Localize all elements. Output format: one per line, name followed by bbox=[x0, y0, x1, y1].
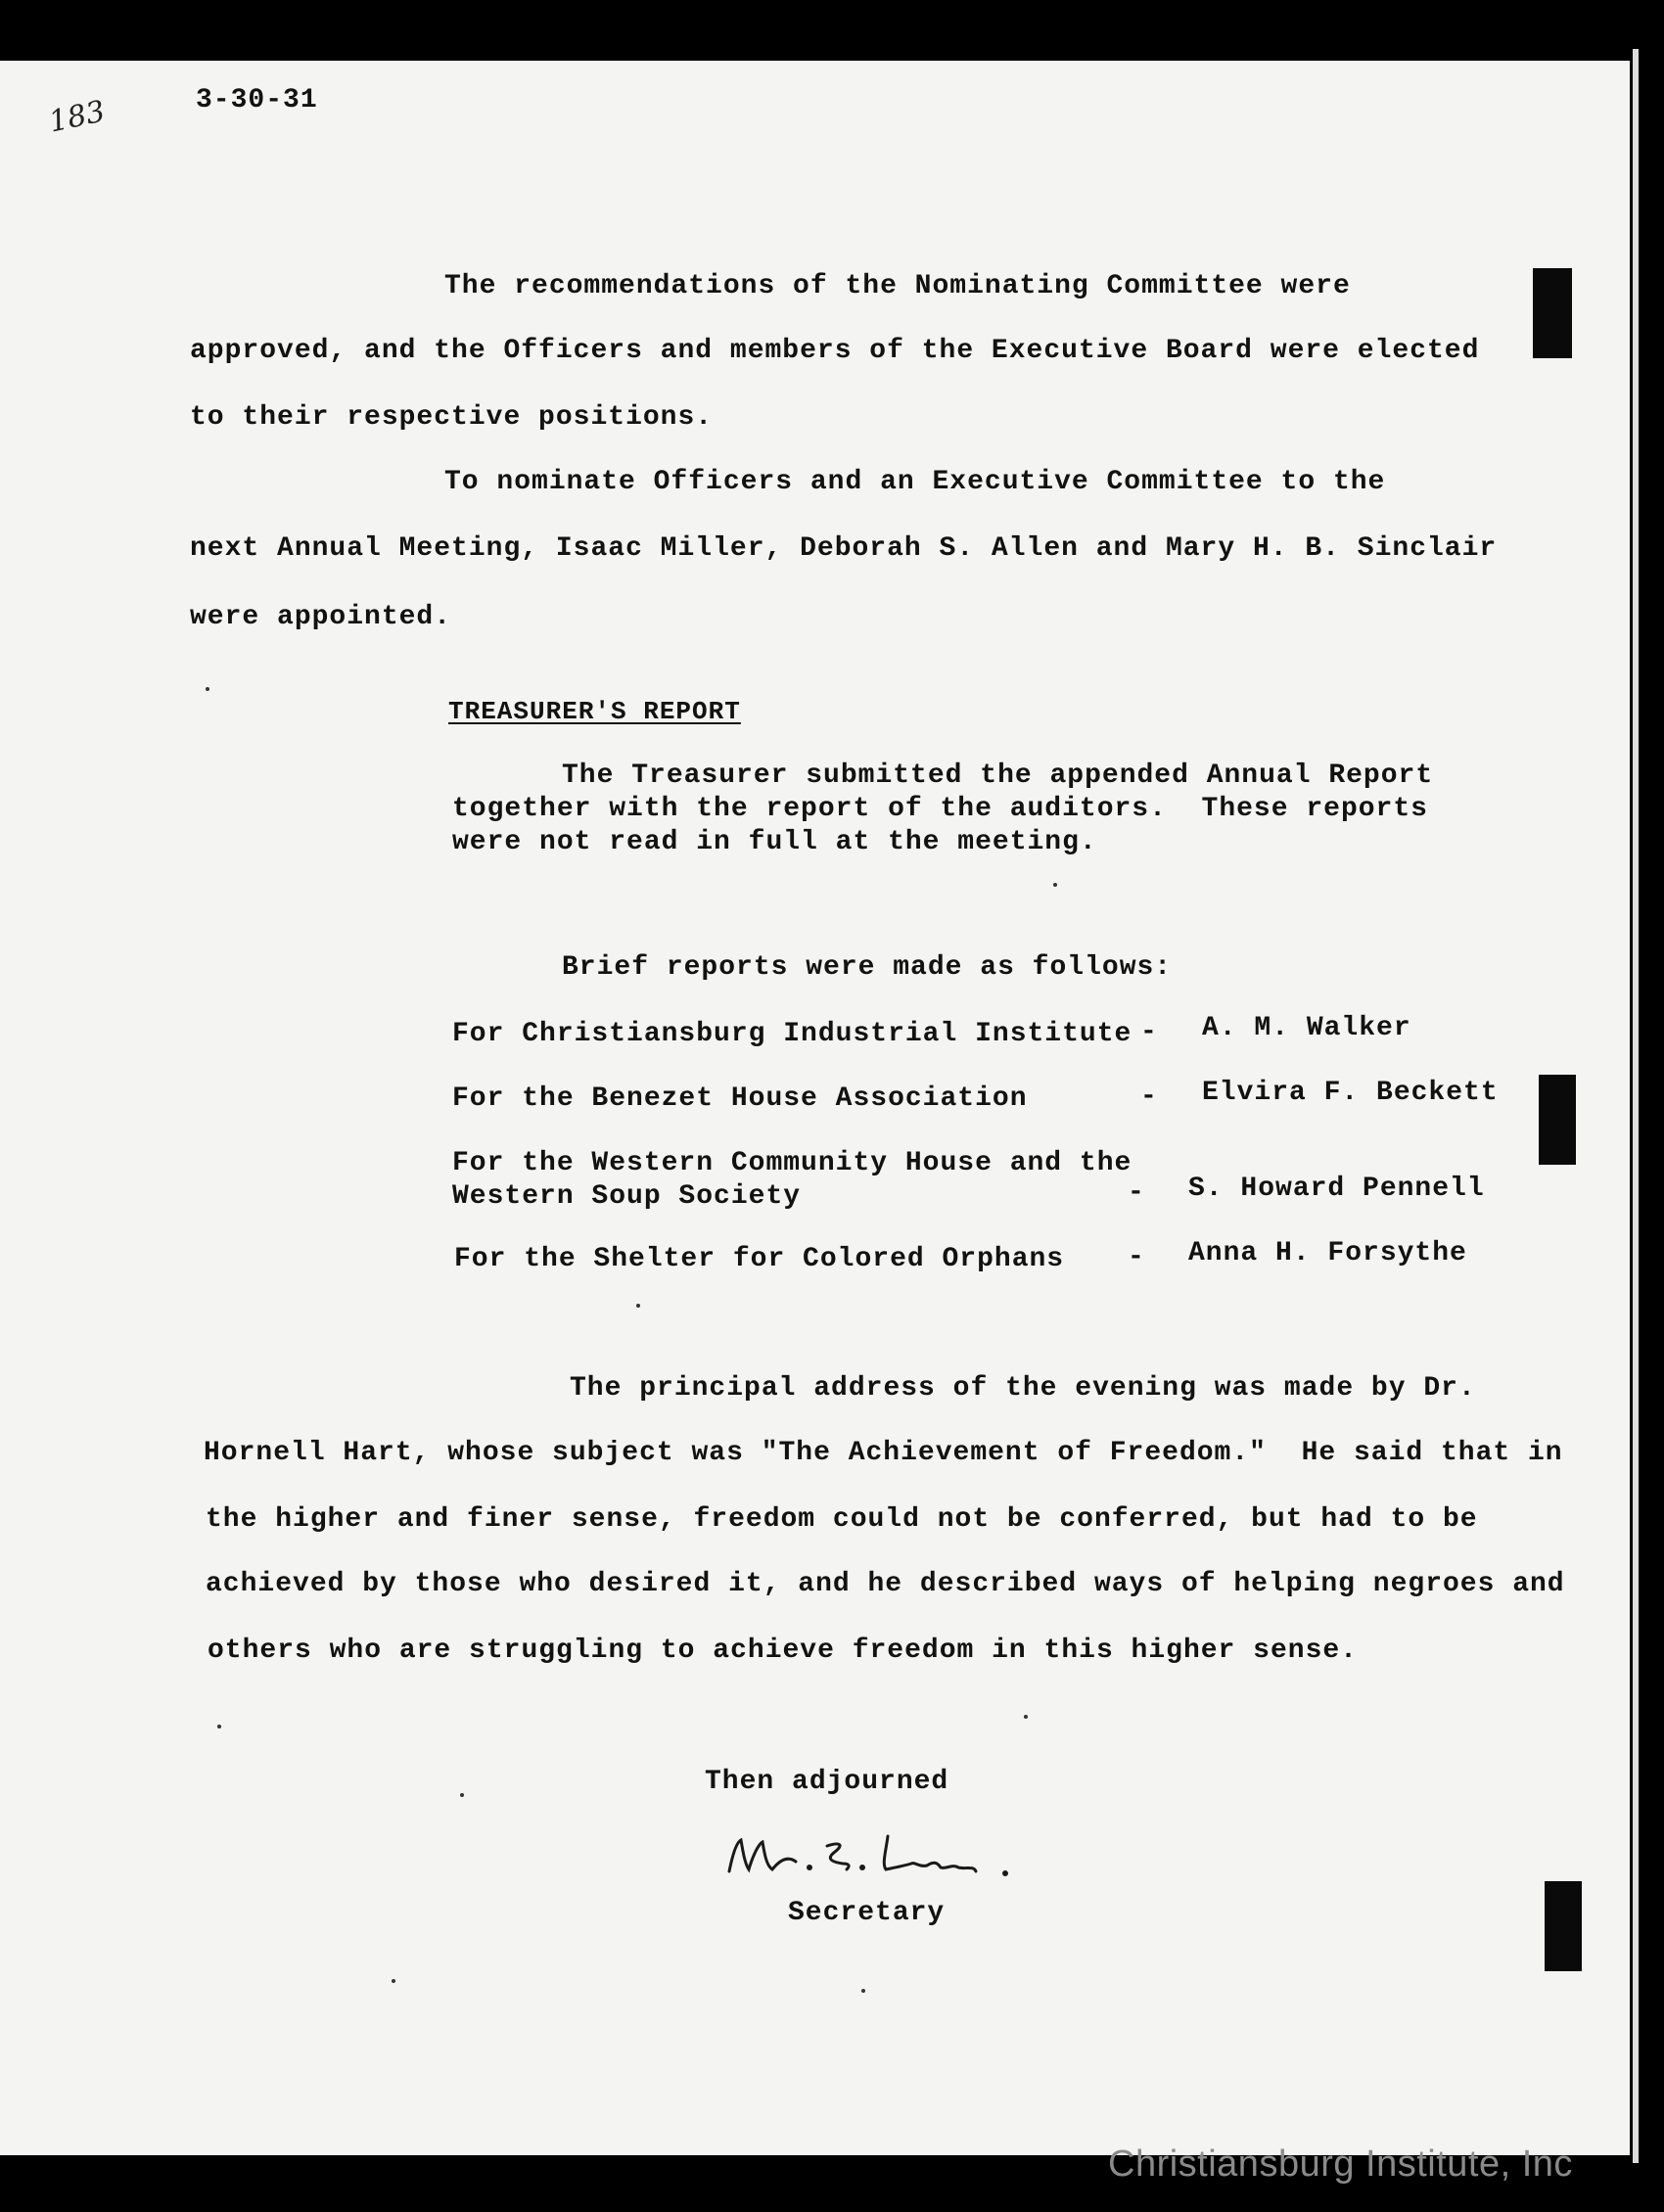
watermark: Christiansburg Institute, Inc bbox=[1108, 2143, 1573, 2185]
document-page bbox=[0, 61, 1630, 2185]
para1-line-1: The recommendations of the Nominating Committee were bbox=[444, 271, 1351, 301]
report-dash: - bbox=[1140, 1082, 1158, 1112]
scan-edge bbox=[1633, 49, 1639, 2163]
report-dash: - bbox=[1128, 1242, 1145, 1272]
report-dash: - bbox=[1140, 1017, 1158, 1047]
report-org-continued: Western Soup Society bbox=[452, 1181, 802, 1212]
para2-line-3: were appointed. bbox=[190, 602, 452, 632]
brief-intro: Brief reports were made as follows: bbox=[562, 952, 1173, 983]
page-number: 183 bbox=[45, 94, 109, 140]
para3-line-3: the higher and finer sense, freedom could not be conferred, but had to be bbox=[206, 1504, 1478, 1535]
report-person: Elvira F. Beckett bbox=[1202, 1078, 1499, 1108]
treasurer-heading: TREASURER'S REPORT bbox=[448, 697, 741, 726]
treasurer-line-1: The Treasurer submitted the appended Annual Report bbox=[562, 760, 1434, 791]
margin-mark bbox=[1539, 1075, 1576, 1165]
treasurer-line-3: were not read in full at the meeting. bbox=[452, 827, 1097, 857]
para2-line-1: To nominate Officers and an Executive Committee to the bbox=[444, 467, 1386, 497]
report-person: A. M. Walker bbox=[1202, 1013, 1411, 1043]
para3-line-4: achieved by those who desired it, and he described ways of helping negroes and bbox=[206, 1569, 1565, 1599]
signatory-title: Secretary bbox=[788, 1898, 946, 1928]
secretary-signature bbox=[719, 1813, 1082, 1891]
report-dash: - bbox=[1128, 1177, 1145, 1208]
para1-line-3: to their respective positions. bbox=[190, 402, 714, 433]
report-org: For the Shelter for Colored Orphans bbox=[454, 1244, 1065, 1274]
para3-line-1: The principal address of the evening was made by Dr. bbox=[570, 1373, 1476, 1404]
document-date: 3-30-31 bbox=[196, 85, 318, 115]
report-person: S. Howard Pennell bbox=[1188, 1174, 1485, 1204]
margin-mark bbox=[1533, 268, 1572, 358]
para1-line-2: approved, and the Officers and members of the Executive Board were elected bbox=[190, 336, 1480, 366]
margin-mark bbox=[1545, 1881, 1582, 1971]
treasurer-line-2: together with the report of the auditors. These reports bbox=[452, 794, 1428, 824]
para3-line-5: others who are struggling to achieve freedom in this higher sense. bbox=[208, 1636, 1358, 1666]
report-org: For the Benezet House Association bbox=[452, 1083, 1028, 1114]
report-org: For the Western Community House and the bbox=[452, 1148, 1132, 1178]
para2-line-2: next Annual Meeting, Isaac Miller, Deborah S. Allen and Mary H. B. Sinclair bbox=[190, 533, 1498, 564]
para3-line-2: Hornell Hart, whose subject was "The Achievement of Freedom." He said that in bbox=[204, 1438, 1563, 1468]
closing-text: Then adjourned bbox=[705, 1767, 949, 1797]
report-org: For Christiansburg Industrial Institute bbox=[452, 1019, 1132, 1049]
report-person: Anna H. Forsythe bbox=[1188, 1238, 1467, 1268]
